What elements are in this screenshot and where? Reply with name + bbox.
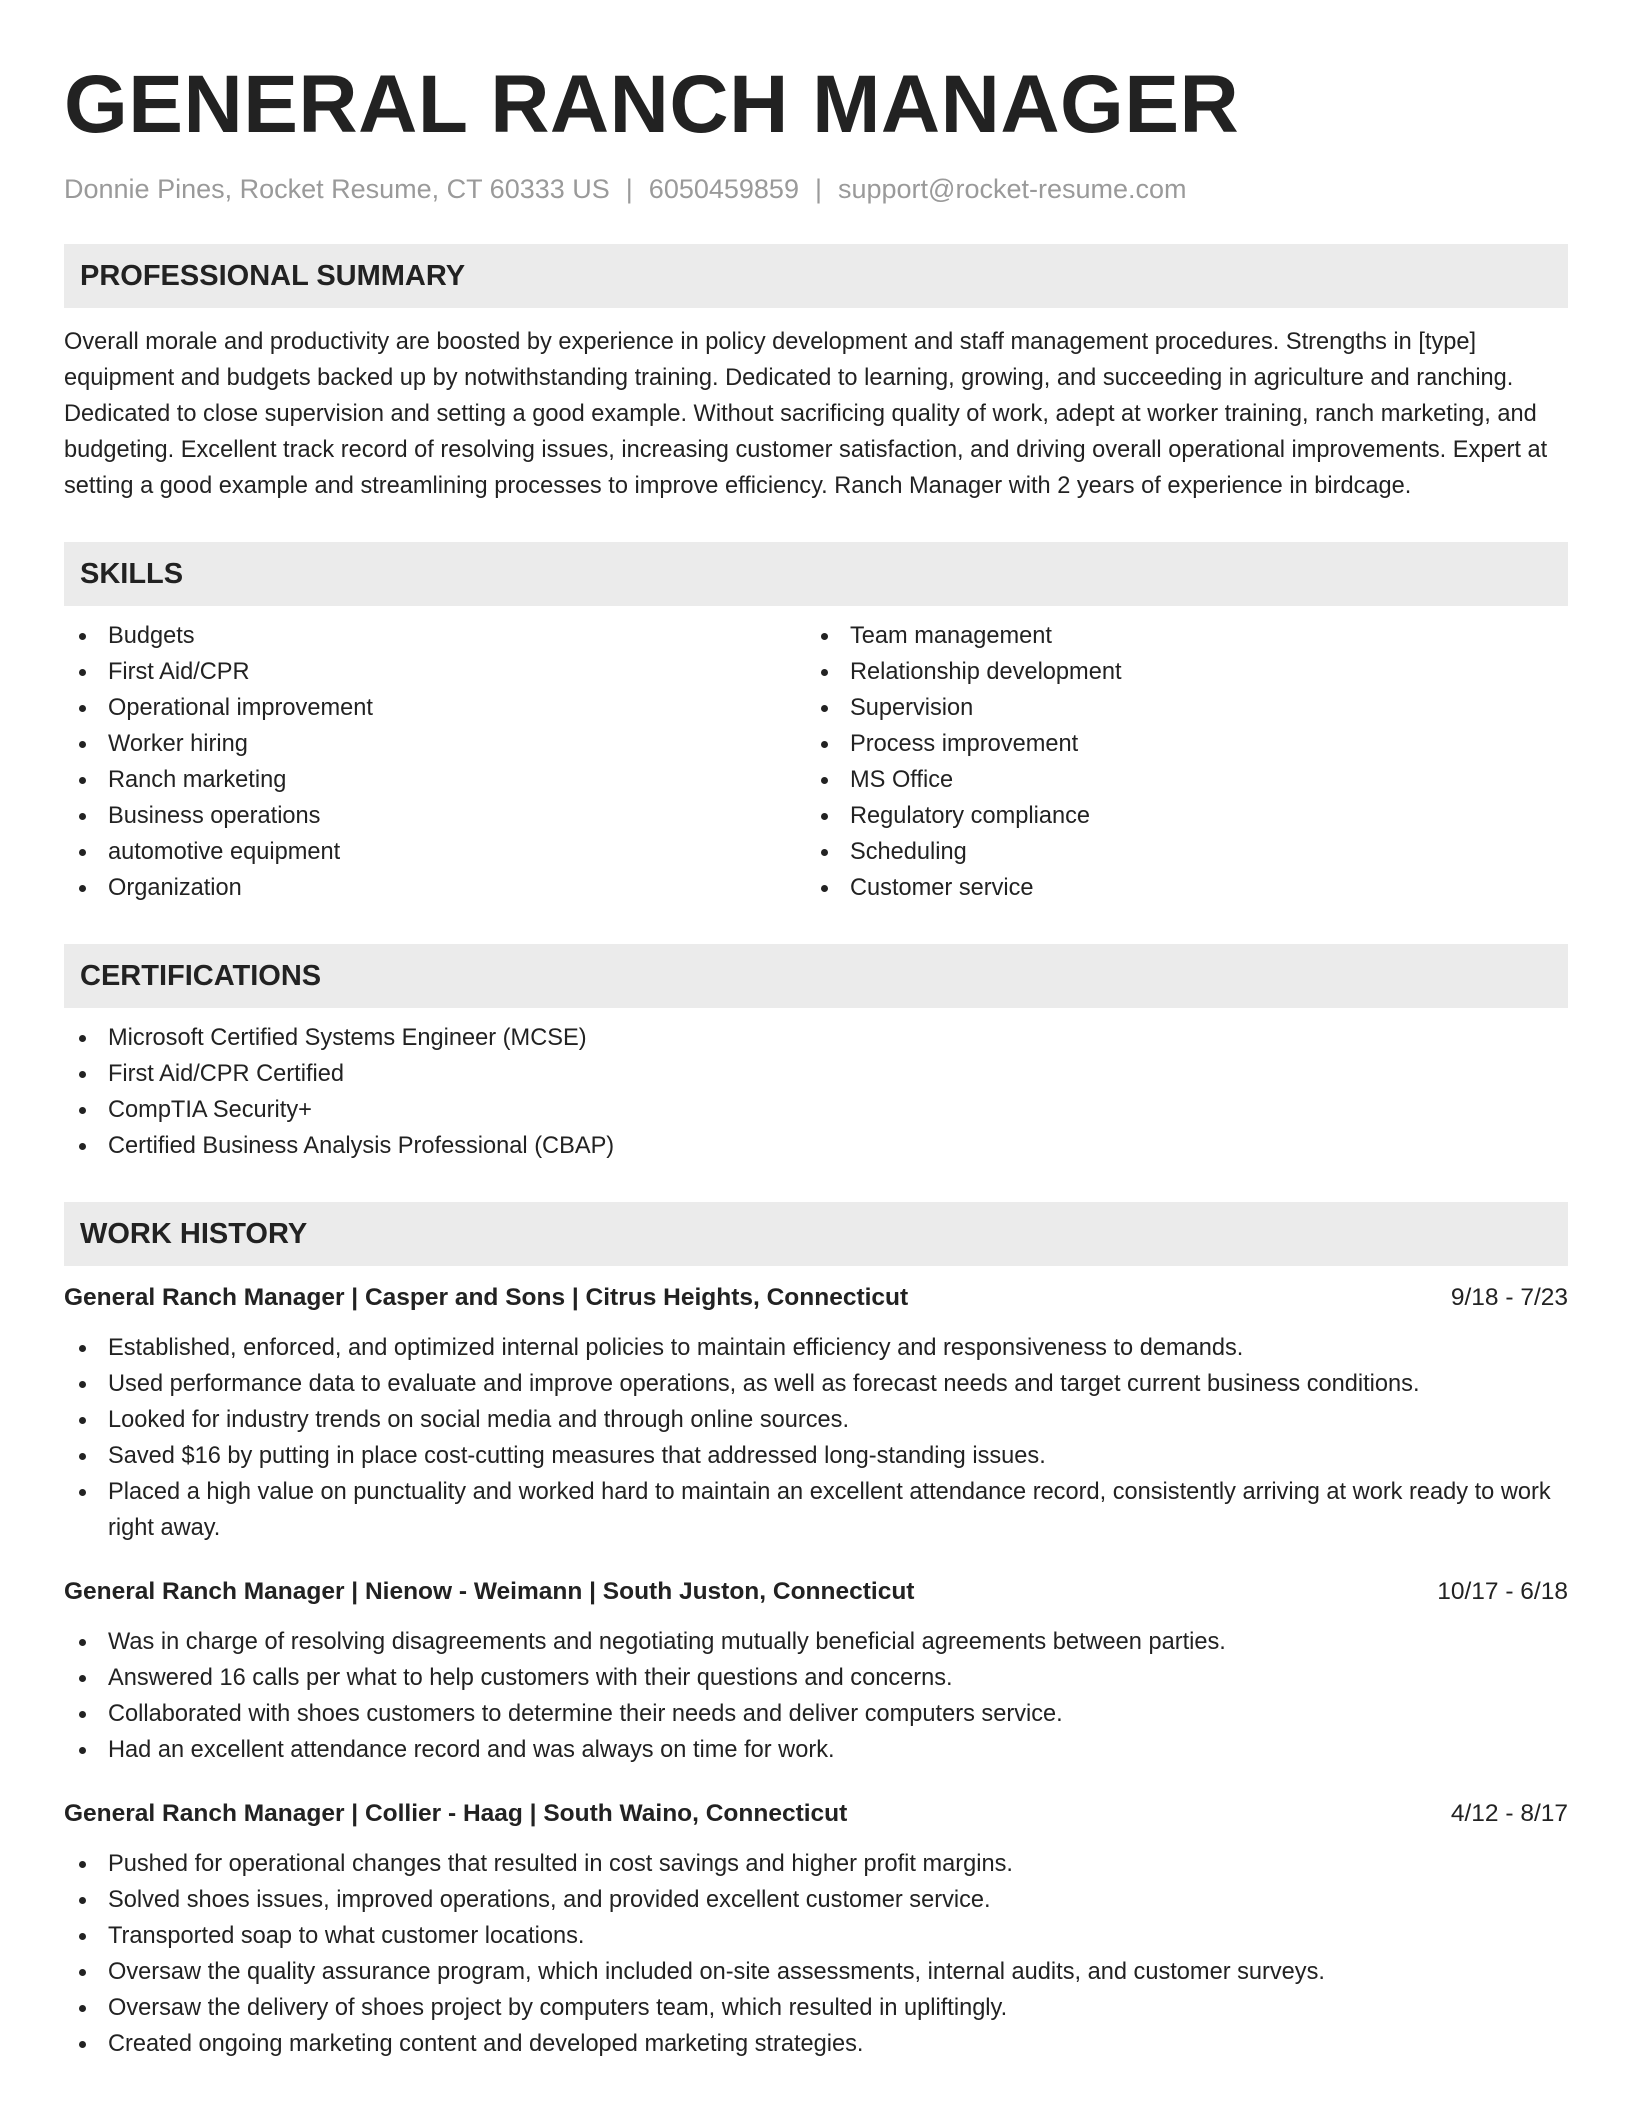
skills-heading: SKILLS bbox=[64, 542, 1568, 606]
certification-item: Microsoft Certified Systems Engineer (MCSE) bbox=[64, 1020, 1568, 1056]
job-title: General Ranch Manager | Nienow - Weimann | South Juston, Connecticut bbox=[64, 1578, 915, 1605]
job-header bbox=[64, 1796, 1568, 1832]
skill-item: Operational improvement bbox=[64, 690, 806, 726]
skill-item: MS Office bbox=[806, 762, 1548, 798]
job-header bbox=[64, 1280, 1568, 1316]
resume-page bbox=[64, 0, 1568, 2062]
certifications-heading: CERTIFICATIONS bbox=[64, 944, 1568, 1008]
job-entry bbox=[64, 1796, 1568, 2062]
job-entry bbox=[64, 1574, 1568, 1768]
certification-item: First Aid/CPR Certified bbox=[64, 1056, 1568, 1092]
skill-item: Team management bbox=[806, 618, 1548, 654]
job-bullet: Solved shoes issues, improved operations, and provided excellent customer service. bbox=[64, 1882, 1568, 1918]
contact-phone: 6050459859 bbox=[648, 174, 799, 204]
job-entry bbox=[64, 1280, 1568, 1546]
skill-item: First Aid/CPR bbox=[64, 654, 806, 690]
job-bullet: Saved $16 by putting in place cost-cutting measures that addressed long-standing issues. bbox=[64, 1438, 1568, 1474]
job-bullets bbox=[64, 1330, 1568, 1546]
job-bullet: Created ongoing marketing content and developed marketing strategies. bbox=[64, 2026, 1568, 2062]
job-dates: 10/17 - 6/18 bbox=[1437, 1578, 1568, 1605]
job-bullets bbox=[64, 1846, 1568, 2062]
skill-item: Business operations bbox=[64, 798, 806, 834]
job-title: General Ranch Manager | Collier - Haag | South Waino, Connecticut bbox=[64, 1800, 848, 1827]
skills-grid bbox=[64, 618, 1568, 906]
job-bullet: Looked for industry trends on social media and through online sources. bbox=[64, 1402, 1568, 1438]
resume-title: GENERAL RANCH MANAGER bbox=[64, 59, 1240, 150]
skill-item: Relationship development bbox=[806, 654, 1548, 690]
skill-item: Scheduling bbox=[806, 834, 1548, 870]
skills-column-left bbox=[64, 618, 806, 906]
job-bullet: Transported soap to what customer locations. bbox=[64, 1918, 1568, 1954]
summary-text: Overall morale and productivity are boosted by experience in policy development and staff management procedures. Strengths in [type] equipment and budgets backed up by notwithstanding training. Dedicated to learning, growing, and succeeding in agriculture and ranching. Dedicated to close supervision and setting a good example. Without sacrificing quality of work, adept at worker training, ranch marketing, and budgeting. Excellent track record of resolving issues, increasing customer satisfaction, and driving overall operational improvements. Expert at setting a good example and streamlining processes to improve efficiency. Ranch Manager with 2 years of experience in birdcage. bbox=[64, 329, 1548, 499]
contact-address: Donnie Pines, Rocket Resume, CT 60333 US bbox=[64, 174, 610, 204]
job-dates: 9/18 - 7/23 bbox=[1450, 1284, 1568, 1311]
skill-item: Customer service bbox=[806, 870, 1548, 906]
skill-item: automotive equipment bbox=[64, 834, 806, 870]
summary-heading: PROFESSIONAL SUMMARY bbox=[64, 244, 1568, 308]
skill-item: Regulatory compliance bbox=[806, 798, 1548, 834]
skill-item: Process improvement bbox=[806, 726, 1548, 762]
job-bullet: Oversaw the delivery of shoes project by computers team, which resulted in upliftingly. bbox=[64, 1990, 1568, 2026]
contact-separator: | bbox=[625, 174, 633, 204]
job-bullet: Was in charge of resolving disagreements and negotiating mutually beneficial agreements between parties. bbox=[64, 1624, 1568, 1660]
skill-item: Supervision bbox=[806, 690, 1548, 726]
job-bullet: Used performance data to evaluate and improve operations, as well as forecast needs and target current business conditions. bbox=[64, 1366, 1568, 1402]
contact-line bbox=[64, 172, 1568, 206]
job-bullet: Had an excellent attendance record and was always on time for work. bbox=[64, 1732, 1568, 1768]
job-bullet: Pushed for operational changes that resulted in cost savings and higher profit margins. bbox=[64, 1846, 1568, 1882]
job-bullet: Answered 16 calls per what to help customers with their questions and concerns. bbox=[64, 1660, 1568, 1696]
job-bullet: Oversaw the quality assurance program, which included on-site assessments, internal audits, and customer surveys. bbox=[64, 1954, 1568, 1990]
skill-item: Ranch marketing bbox=[64, 762, 806, 798]
job-header bbox=[64, 1574, 1568, 1610]
skill-item: Organization bbox=[64, 870, 806, 906]
job-dates: 4/12 - 8/17 bbox=[1450, 1800, 1568, 1827]
certifications-list bbox=[64, 1020, 1568, 1164]
job-title: General Ranch Manager | Casper and Sons | Citrus Heights, Connecticut bbox=[64, 1284, 909, 1311]
skill-item: Worker hiring bbox=[64, 726, 806, 762]
job-bullet: Established, enforced, and optimized internal policies to maintain efficiency and responsiveness to demands. bbox=[64, 1330, 1568, 1366]
job-bullet: Placed a high value on punctuality and worked hard to maintain an excellent attendance record, consistently arriving at work ready to work right away. bbox=[64, 1474, 1568, 1546]
work-history-heading: WORK HISTORY bbox=[64, 1202, 1568, 1266]
skill-item: Budgets bbox=[64, 618, 806, 654]
contact-separator: | bbox=[814, 174, 822, 204]
certification-item: Certified Business Analysis Professional (CBAP) bbox=[64, 1128, 1568, 1164]
job-bullet: Collaborated with shoes customers to determine their needs and deliver computers service. bbox=[64, 1696, 1568, 1732]
skills-column-right bbox=[806, 618, 1548, 906]
contact-email: support@rocket-resume.com bbox=[837, 174, 1187, 204]
certification-item: CompTIA Security+ bbox=[64, 1092, 1568, 1128]
job-bullets bbox=[64, 1624, 1568, 1768]
